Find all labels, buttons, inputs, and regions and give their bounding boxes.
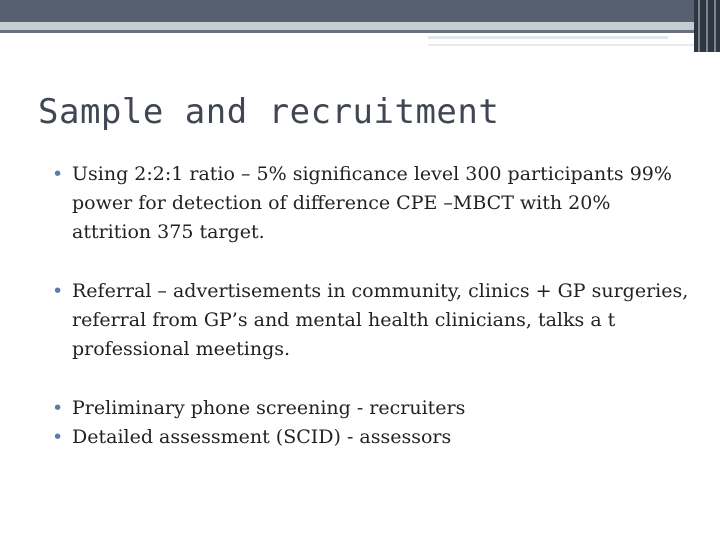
bullet-marker: • xyxy=(52,280,64,302)
bullet-item xyxy=(52,423,692,452)
slide-title: Sample and recruitment xyxy=(38,92,500,132)
bullet-text: Preliminary phone screening - recruiters xyxy=(72,397,466,419)
bullet-item xyxy=(52,277,692,364)
bullet-marker: • xyxy=(52,163,64,185)
bullet-text: Referral – advertisements in community, clinics + GP surgeries, referral from GP’s and mental health clinicians, talks a t professional meetings. xyxy=(72,280,689,360)
bullet-list xyxy=(52,160,692,452)
header-accent-line xyxy=(0,30,720,33)
bullet-text: Using 2:2:1 ratio – 5% significance level 300 participants 99% power for detection of difference CPE –MBCT with 20% attrition 375 target. xyxy=(72,163,672,243)
bullet-text: Detailed assessment (SCID) - assessors xyxy=(72,426,452,448)
decorative-stripe xyxy=(428,36,668,39)
decorative-stripe xyxy=(428,44,718,46)
bullet-marker: • xyxy=(52,397,64,419)
header-band-light xyxy=(0,22,720,30)
header-band xyxy=(0,0,720,22)
bullet-item xyxy=(52,160,692,247)
bullet-item xyxy=(52,394,692,423)
bullet-marker: • xyxy=(52,426,64,448)
